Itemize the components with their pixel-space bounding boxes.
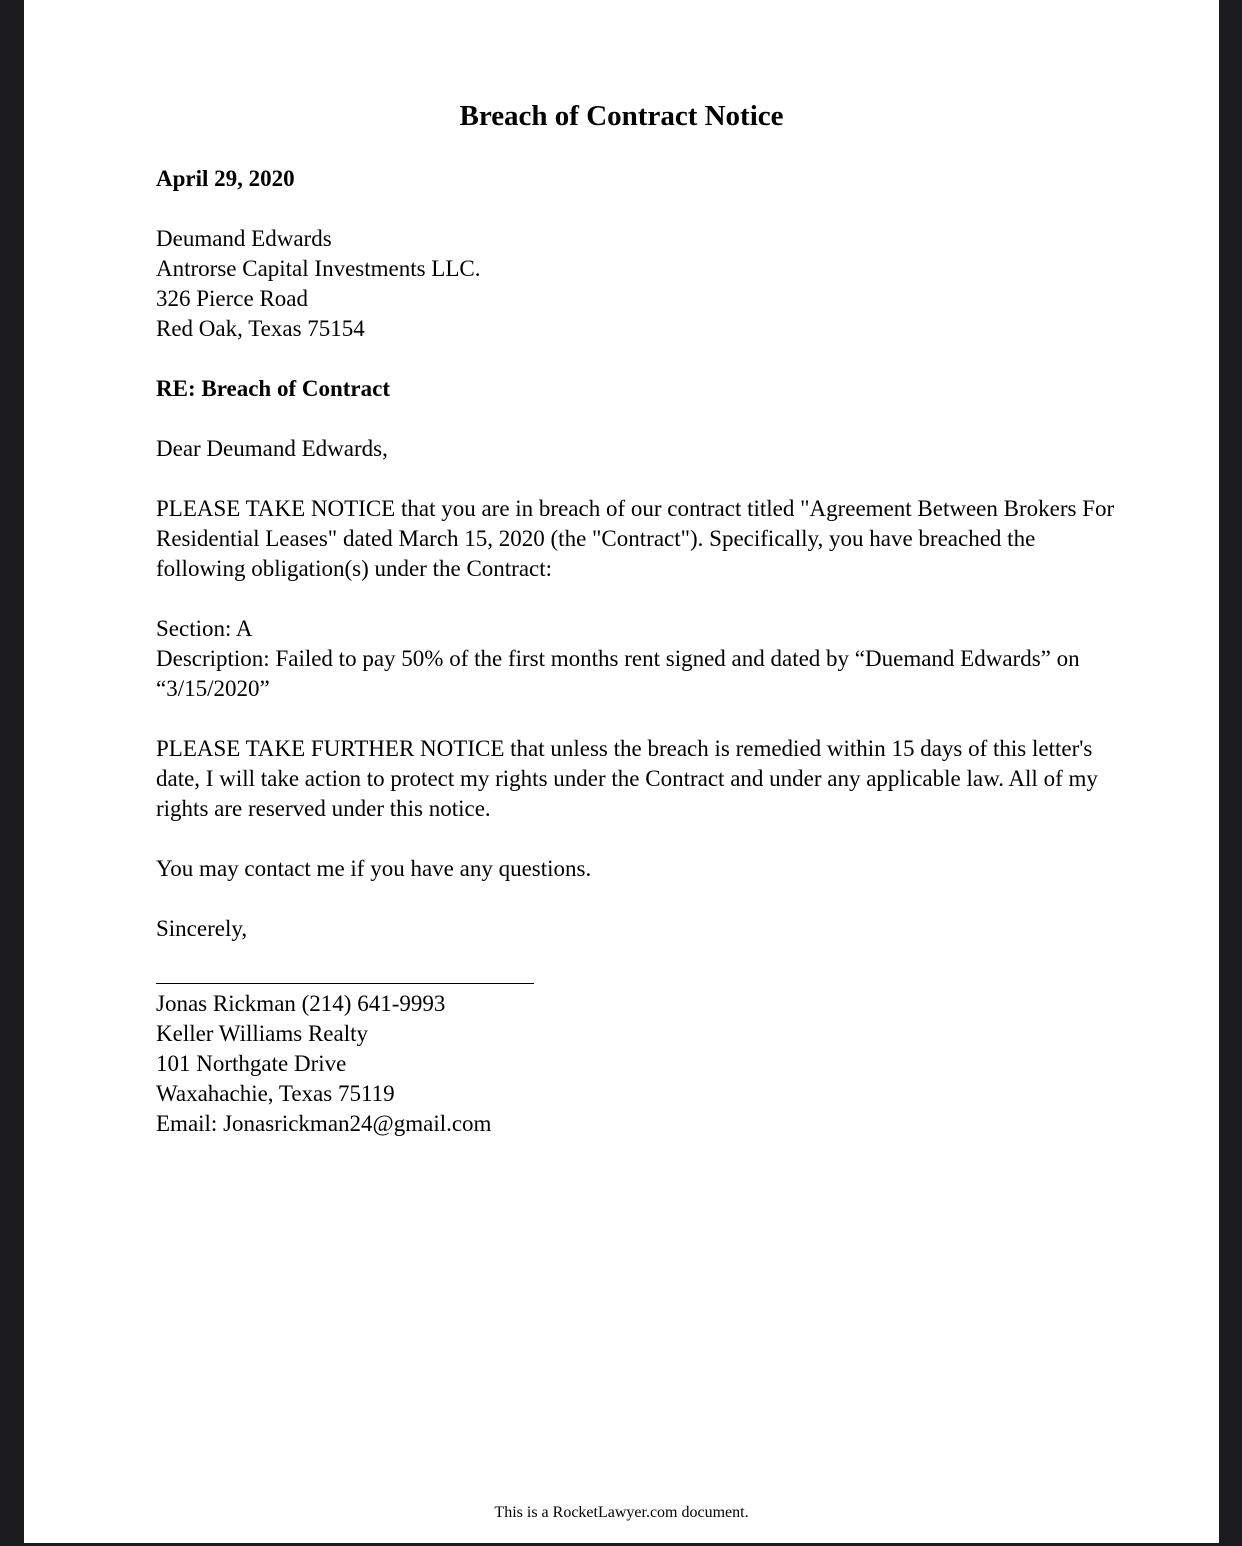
breach-section: Section: A (156, 616, 253, 641)
recipient-street: 326 Pierce Road (156, 286, 309, 311)
contact-paragraph: You may contact me if you have any questions. (156, 856, 592, 881)
recipient-company: Antrorse Capital Investments LLC. (156, 256, 481, 281)
recipient-address (156, 224, 1116, 344)
sender-company: Keller Williams Realty (156, 1021, 368, 1046)
breach-description: Description: Failed to pay 50% of the first months rent signed and dated by “Duemand Edwards” on “3/15/2020” (156, 646, 1080, 701)
notice-paragraph: PLEASE TAKE NOTICE that you are in breach of our contract titled "Agreement Between Brokers For Residential Leases" dated March 15, 2020 (the "Contract"). Specifically, you have breached the following obligation(s) under the Contract: (156, 496, 1115, 581)
sender-city: Waxahachie, Texas 75119 (156, 1081, 395, 1106)
sender-email: Email: Jonasrickman24@gmail.com (156, 1111, 492, 1136)
document-page (24, 0, 1219, 1543)
salutation: Dear Deumand Edwards, (156, 436, 388, 461)
further-notice-paragraph: PLEASE TAKE FURTHER NOTICE that unless the breach is remedied within 15 days of this letter's date, I will take action to protect my rights under the Contract and under any applicable law. All of my rights are reserved under this notice. (156, 736, 1098, 821)
sender-block (156, 989, 1116, 1139)
closing: Sincerely, (156, 916, 248, 941)
sender-street: 101 Northgate Drive (156, 1051, 347, 1076)
sender-name-phone: Jonas Rickman (214) 641-9993 (156, 991, 446, 1016)
document-title: Breach of Contract Notice (459, 100, 784, 132)
letter-body (156, 164, 1116, 1169)
document-footer: This is a RocketLawyer.com document. (494, 1504, 749, 1521)
breach-details (156, 614, 1116, 704)
recipient-city: Red Oak, Texas 75154 (156, 316, 365, 341)
signature-line (156, 983, 534, 984)
subject-line: RE: Breach of Contract (156, 376, 390, 401)
recipient-name: Deumand Edwards (156, 226, 332, 251)
letter-date: April 29, 2020 (156, 166, 295, 191)
